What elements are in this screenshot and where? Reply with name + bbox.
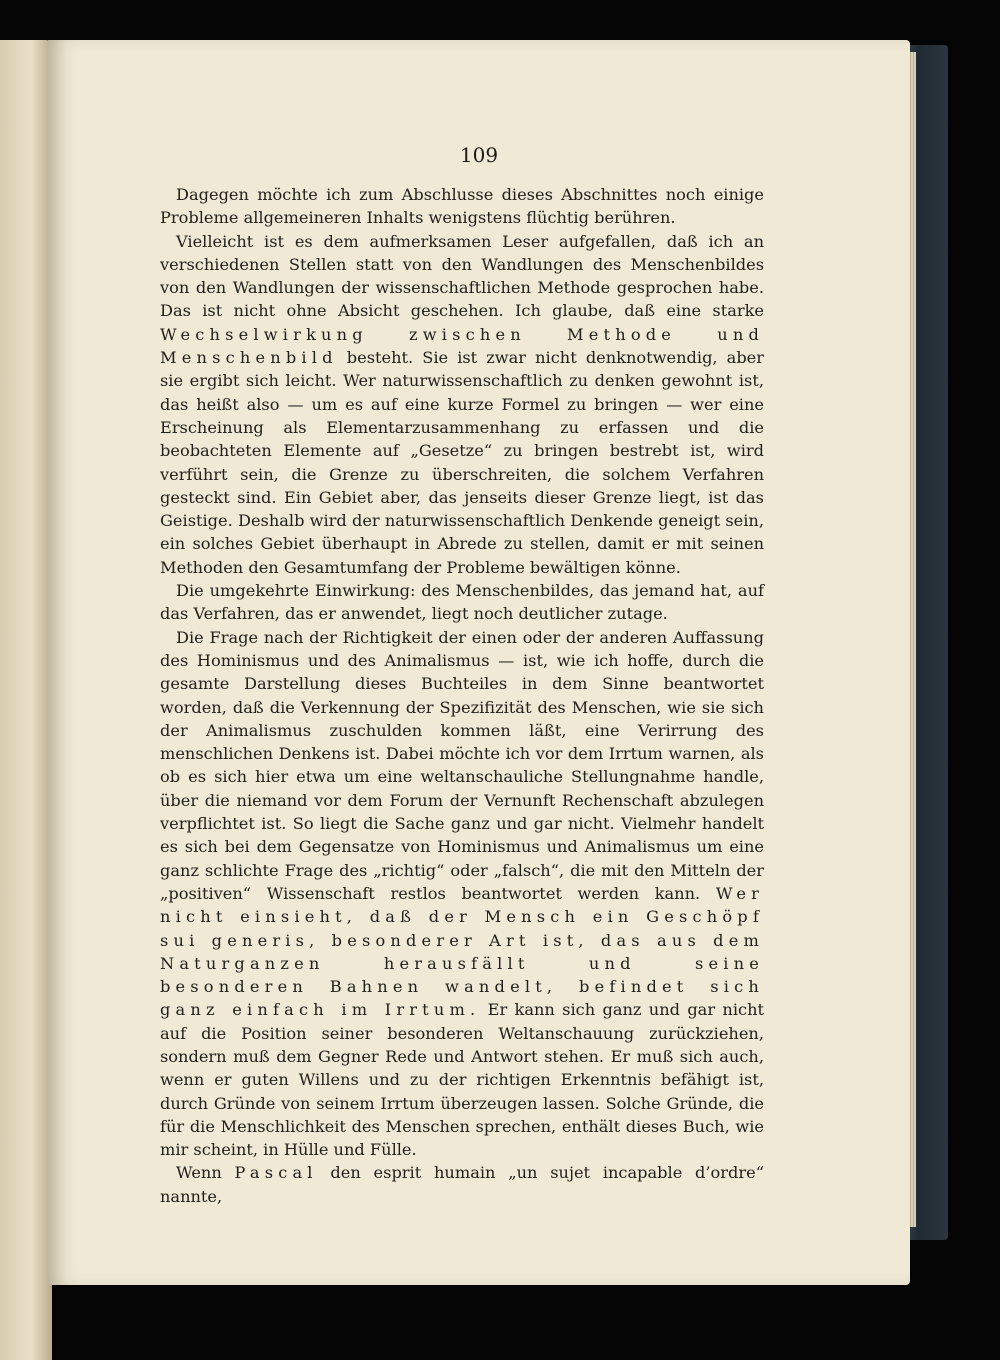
body-text: [160, 183, 764, 1208]
paragraph: [160, 626, 764, 1162]
paragraph: [160, 1161, 764, 1208]
text-run: den esprit humain „un sujet incapable d’ordre“ nannte,: [160, 1163, 764, 1206]
emphasized-text: Wechselwirkung zwischen Methode und Menschenbild: [160, 324, 764, 368]
text-run: Die Frage nach der Richtigkeit der einen oder der anderen Auffassung des Hominismus und des Animalismus — ist, wie ich hoffe, durch die gesamte Darstellung dieses Buchteiles in dem Sinne beantwortet worden, daß die Verkennung der Spezifizität des Menschen, wie sie sich der Animalismus zuschulden kommen läßt, eine Verirrung des menschlichen Denkens ist. Dabei möchte ich vor dem Irrtum warnen, als ob es sich hier etwa um eine weltanschauliche Stellungnahme handle, über die niemand vor dem Forum der Vernunft Rechenschaft abzulegen verpflichtet ist. So liegt die Sache ganz und gar nicht. Vielmehr handelt es sich bei dem Gegensatze von Hominismus und Animalismus um eine ganz schlichte Frage des „richtig“ oder „falsch“, die mit den Mitteln der „positiven“ Wissenschaft restlos beantwortet werden kann.: [160, 627, 764, 903]
text-run: besteht. Sie ist zwar nicht denknotwendig, aber sie ergibt sich leicht. Wer naturwissenschaftlich zu denken gewohnt ist, das heißt also — um es auf eine kurze Formel zu bringen — wer eine Erscheinung als Elementarzusammenhang zu erfassen und die beobachteten Elemente auf „Gesetze“ zu bringen bestrebt ist, wird verführt sein, die Grenze zu überschreiten, die solchem Verfahren gesteckt sind. Ein Gebiet aber, das jenseits dieser Grenze liegt, ist das Geistige. Deshalb wird der naturwissenschaftlich Denkende geneigt sein, ein solches Gebiet überhaupt in Abrede zu stellen, damit er mit seinen Methoden den Gesamtumfang der Probleme bewältigen könne.: [160, 348, 764, 577]
emphasized-name: Pascal: [234, 1163, 318, 1183]
book-page: [48, 40, 910, 1285]
emphasized-text: Wer nicht einsieht, daß der Mensch ein Geschöpf sui generis, besonderer Art ist, das aus dem Naturganzen herausfällt und seine besonderen Bahnen wandelt, befindet sich ganz einfach im Irrtum.: [160, 883, 764, 1020]
text-run: Vielleicht ist es dem aufmerksamen Leser aufgefallen, daß ich an verschiedenen Stellen statt von den Wandlungen des Menschenbildes von den Wandlungen der wissenschaftlichen Methode gesprochen habe. Das ist nicht ohne Absicht geschehen. Ich glaube, daß eine starke: [160, 231, 764, 321]
text-run: Wenn: [176, 1163, 235, 1183]
paragraph: [160, 183, 764, 230]
text-run: Dagegen möchte ich zum Abschlusse dieses Abschnittes noch einige Probleme allgemeineren Inhalts wenigstens flüchtig berühren.: [160, 185, 764, 228]
page-number: 109: [459, 143, 499, 167]
paragraph: [160, 230, 764, 579]
paragraph: [160, 579, 764, 626]
facing-page-edge: [0, 40, 52, 1360]
text-run: Er kann sich ganz und gar nicht auf die Position seiner besonderen Weltanschauung zurückziehen, sondern muß dem Gegner Rede und Antwort stehen. Er muß sich auch, wenn er guten Willens und zu der richtigen Erkenntnis befähigt ist, durch Gründe von seinem Irrtum überzeugen lassen. Solche Gründe, die für die Menschlichkeit des Menschen sprechen, enthält dieses Buch, wie mir scheint, in Hülle und Fülle.: [160, 1000, 764, 1160]
text-run: Die umgekehrte Einwirkung: des Menschenbildes, das jemand hat, auf das Verfahren, das er anwendet, liegt noch deutlicher zutage.: [160, 581, 764, 624]
